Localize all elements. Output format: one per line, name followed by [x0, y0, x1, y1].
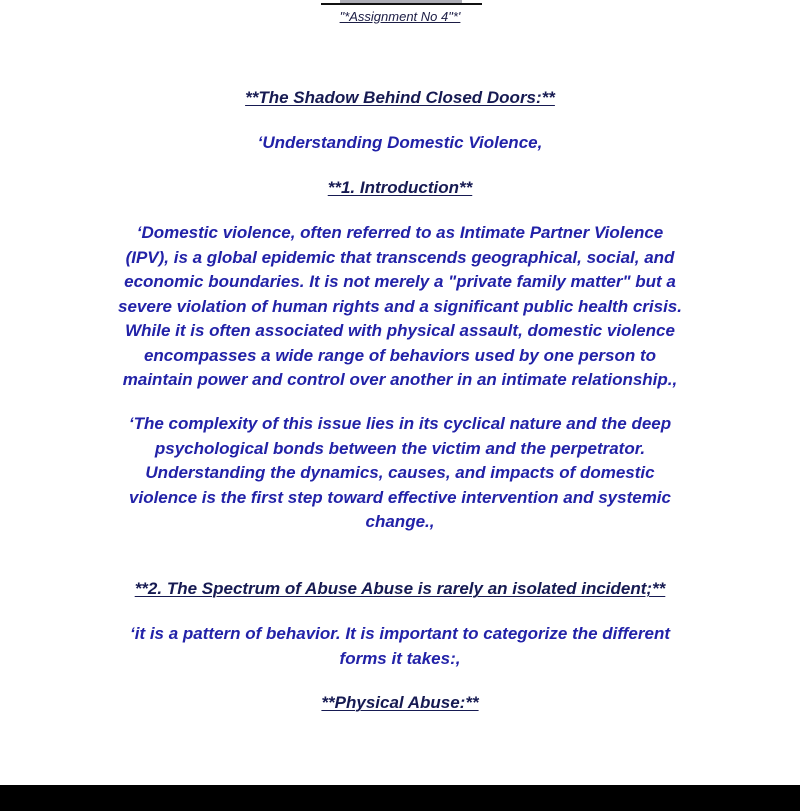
document-title: **The Shadow Behind Closed Doors:**	[245, 88, 555, 107]
paragraph-line: economic boundaries. It is not merely a "private family matter" but a	[124, 272, 676, 291]
paragraph-line: ‘The complexity of this issue lies in its cyclical nature and the deep	[128, 414, 672, 433]
paragraph-line: (IPV), is a global epidemic that transcends geographical, social, and	[125, 247, 675, 267]
paragraph-line: While it is often associated with physical assault, domestic violence	[125, 321, 675, 340]
paragraph-line: ‘Domestic violence, often referred to as Intimate Partner Violence	[136, 223, 664, 242]
paragraph-line: ‘it is a pattern of behavior. It is important to categorize the different	[130, 624, 670, 643]
top-divider	[321, 3, 482, 5]
bottom-black-bar	[0, 785, 800, 811]
paragraph-line: forms it takes:,	[339, 648, 461, 668]
paragraph-line: psychological bonds between the victim and the perpetrator.	[154, 438, 646, 458]
paragraph-line: maintain power and control over another in an intimate relationship.,	[122, 370, 678, 389]
paragraph-line: Understanding the dynamics, causes, and impacts of domestic	[145, 463, 655, 482]
section-2-heading: **2. The Spectrum of Abuse Abuse is rarely an isolated incident;**	[134, 579, 666, 598]
section-1-heading: **1. Introduction**	[327, 178, 473, 197]
physical-abuse-heading: **Physical Abuse:**	[321, 693, 479, 712]
paragraph-line: encompasses a wide range of behaviors used by one person to	[143, 345, 657, 365]
paragraph-line: severe violation of human rights and a significant public health crisis.	[118, 296, 682, 316]
paragraph-line: violence is the first step toward effective intervention and systemic	[129, 487, 671, 507]
assignment-label: "*Assignment No 4"*'	[339, 9, 461, 24]
document-subtitle: ‘Understanding Domestic Violence,	[257, 133, 543, 152]
paragraph-line: change.,	[365, 512, 435, 531]
